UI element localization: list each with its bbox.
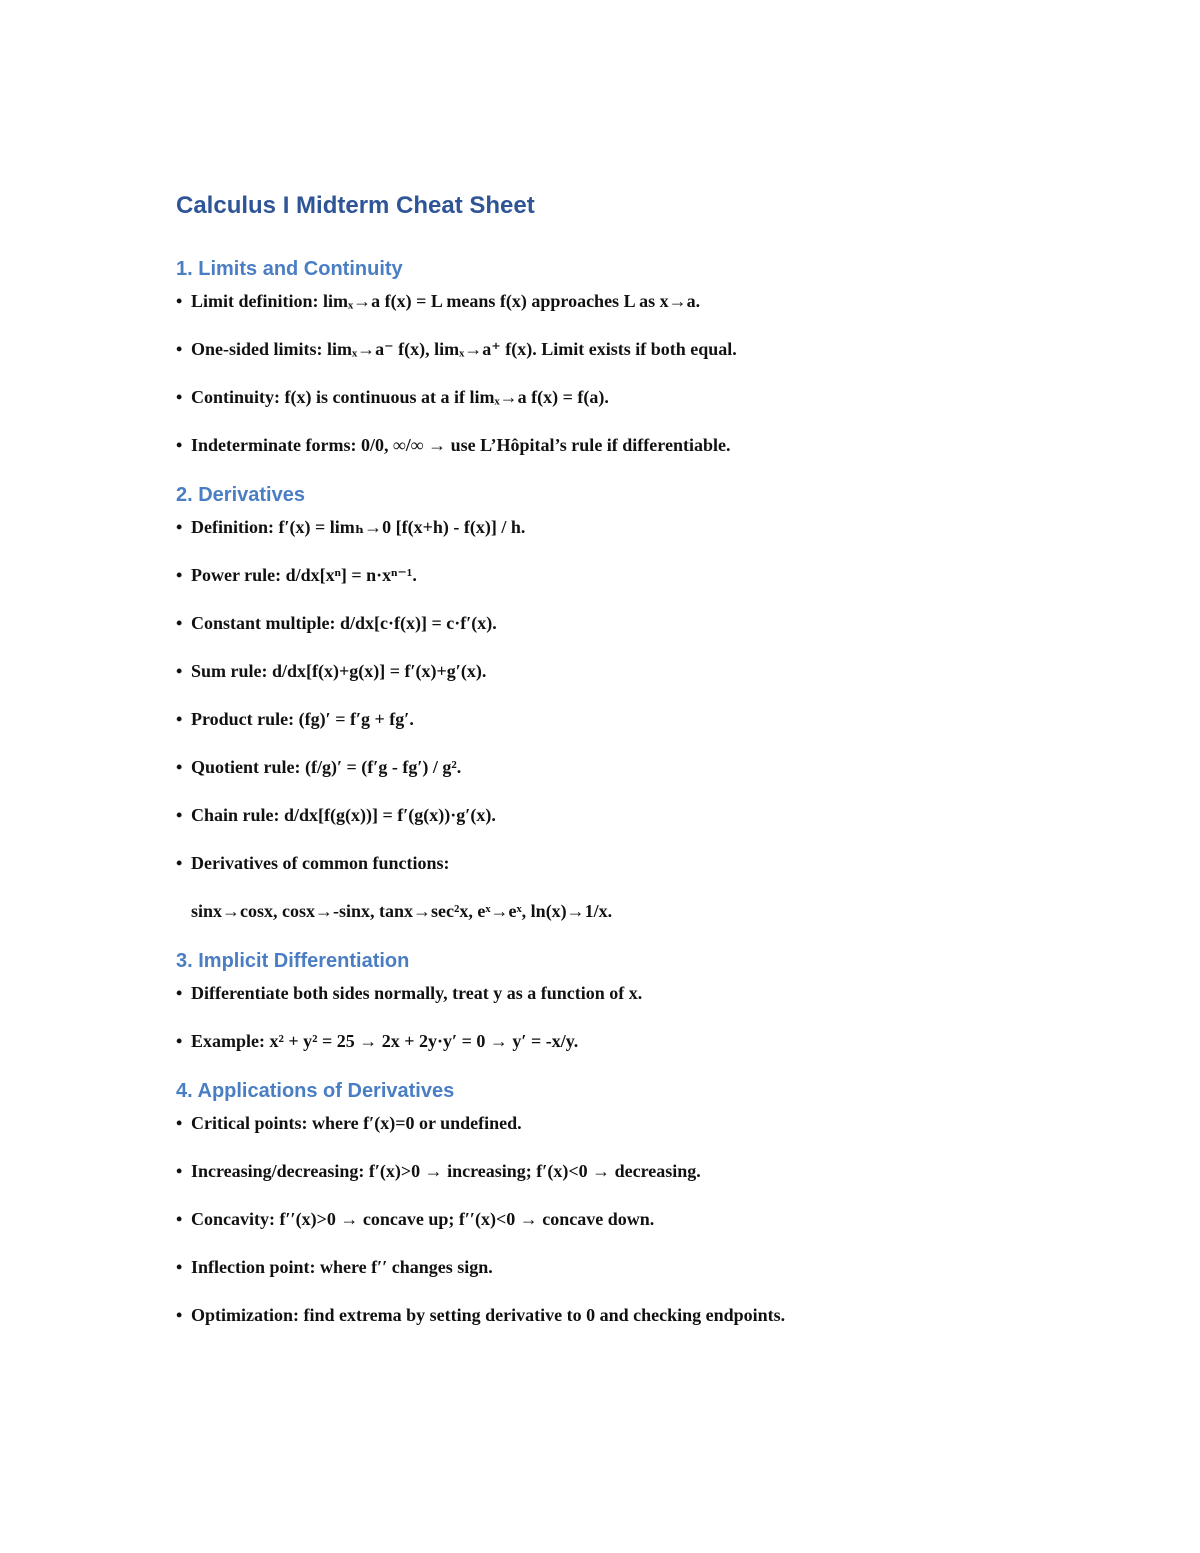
list-item [176, 800, 1136, 830]
list-item [176, 334, 1136, 364]
section-heading: 3. Implicit Differentiation [176, 950, 410, 972]
bullet-icon: • [176, 339, 183, 359]
list-item [176, 608, 1136, 638]
list-item [176, 848, 1136, 878]
list-item [176, 560, 1136, 590]
list-item-text: One-sided limits: limₓ→a⁻ f(x), limₓ→a⁺ f(x). Limit exists if both equal. [191, 339, 737, 359]
bullet-icon: • [176, 805, 183, 825]
list-item-text: Differentiate both sides normally, treat y as a function of x. [191, 983, 643, 1003]
section-heading: 1. Limits and Continuity [176, 258, 403, 280]
list-item [176, 286, 1136, 316]
bullet-icon: • [176, 757, 183, 777]
list-item-text: Derivatives of common functions: [191, 853, 450, 873]
section-heading: 4. Applications of Derivatives [176, 1080, 455, 1102]
list-item [176, 978, 1136, 1008]
section-applications [176, 1076, 1136, 1330]
bullet-icon: • [176, 661, 183, 681]
section-implicit [176, 946, 1136, 1056]
list-item-text: Critical points: where f′(x)=0 or undefined. [191, 1113, 522, 1133]
list-item-text: Optimization: find extrema by setting derivative to 0 and checking endpoints. [191, 1305, 786, 1325]
bullet-icon: • [176, 1257, 183, 1277]
list-item-text: Quotient rule: (f/g)′ = (f′g - fg′) / g². [191, 757, 462, 777]
bullet-icon: • [176, 1113, 183, 1133]
list-item [176, 430, 1136, 460]
section-limits [176, 254, 1136, 460]
list-item [176, 752, 1136, 782]
list-item [176, 1204, 1136, 1234]
list-item-text: Power rule: d/dx[xⁿ] = n·xⁿ⁻¹. [191, 565, 417, 585]
bullet-icon: • [176, 1209, 183, 1229]
bullet-icon: • [176, 983, 183, 1003]
bullet-icon: • [176, 613, 183, 633]
list-item-text: Inflection point: where f′′ changes sign. [191, 1257, 493, 1277]
list-item [176, 382, 1136, 412]
bullet-icon: • [176, 709, 183, 729]
list-item-text: Concavity: f′′(x)>0 → concave up; f′′(x)<0 → concave down. [191, 1209, 655, 1229]
list-item-text: Limit definition: limₓ→a f(x) = L means f(x) approaches L as x→a. [191, 291, 701, 311]
bullet-icon: • [176, 435, 183, 455]
list-item-text: Definition: f′(x) = limₕ→0 [f(x+h) - f(x)] / h. [191, 517, 526, 537]
list-item-continuation: sinx→cosx, cosx→-sinx, tanx→sec²x, eˣ→eˣ, ln(x)→1/x. [191, 901, 613, 921]
bullet-icon: • [176, 1161, 183, 1181]
bullet-icon: • [176, 517, 183, 537]
list-item [176, 1300, 1136, 1330]
list-item [176, 1108, 1136, 1138]
list-item [176, 1026, 1136, 1056]
list-item-text: Product rule: (fg)′ = f′g + fg′. [191, 709, 414, 729]
bullet-icon: • [176, 291, 183, 311]
list-item-text: Increasing/decreasing: f′(x)>0 → increasing; f′(x)<0 → decreasing. [191, 1161, 701, 1181]
document-title: Calculus I Midterm Cheat Sheet [176, 192, 535, 219]
list-item-text: Constant multiple: d/dx[c·f(x)] = c·f′(x). [191, 613, 497, 633]
list-item-text: Sum rule: d/dx[f(x)+g(x)] = f′(x)+g′(x). [191, 661, 487, 681]
section-derivatives [176, 480, 1136, 926]
bullet-icon: • [176, 853, 183, 873]
bullet-icon: • [176, 1031, 183, 1051]
list-item-text: Indeterminate forms: 0/0, ∞/∞ → use L’Hôpital’s rule if differentiable. [191, 435, 731, 455]
list-item-text: Continuity: f(x) is continuous at a if limₓ→a f(x) = f(a). [191, 387, 609, 407]
list-item [176, 1156, 1136, 1186]
list-item-text: Example: x² + y² = 25 → 2x + 2y·y′ = 0 → y′ = -x/y. [191, 1031, 579, 1051]
bullet-icon: • [176, 1305, 183, 1325]
list-item [176, 704, 1136, 734]
list-item-text: Chain rule: d/dx[f(g(x))] = f′(g(x))·g′(x). [191, 805, 496, 825]
list-item [176, 512, 1136, 542]
list-item [176, 656, 1136, 686]
section-heading: 2. Derivatives [176, 484, 305, 506]
document-page [176, 188, 1136, 1348]
list-item [176, 1252, 1136, 1282]
bullet-icon: • [176, 565, 183, 585]
bullet-icon: • [176, 387, 183, 407]
